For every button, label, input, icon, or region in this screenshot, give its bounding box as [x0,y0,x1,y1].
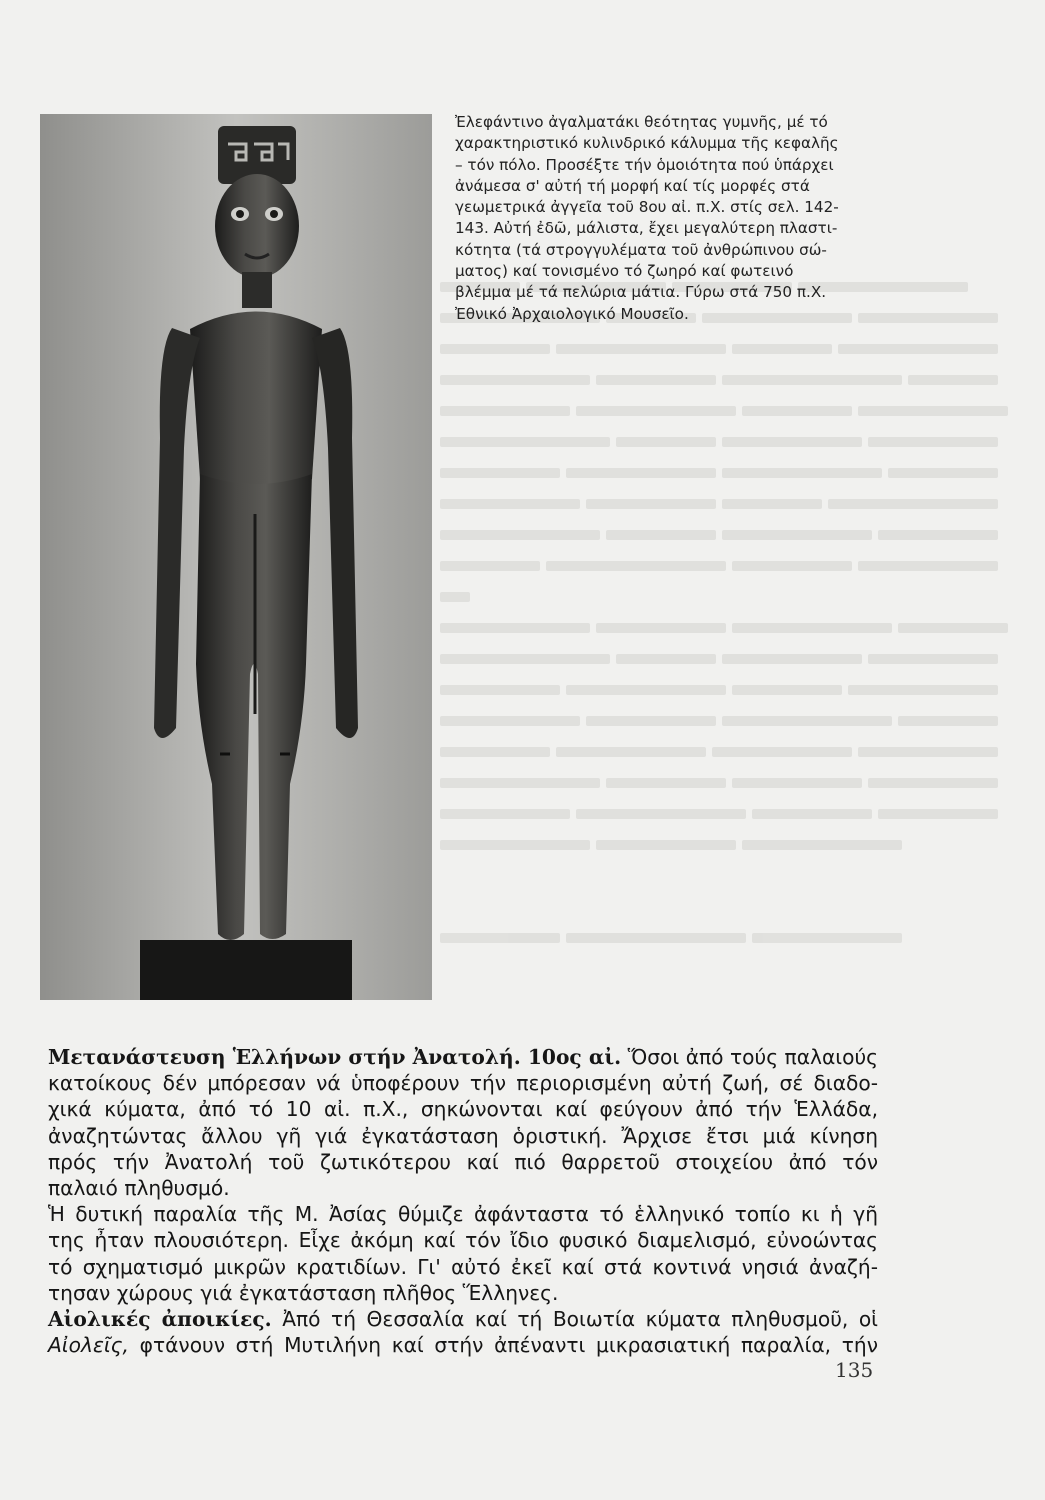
body-line: πρός τήν Ἀνατολή τοῦ ζωτικότερου καί πιό θαρρετοῦ στοιχείου ἀπό τόν [48,1149,878,1174]
photo-caption [455,112,895,325]
body-text: Ἀπό τή Θεσσαλία καί τή Βοιωτία κύματα πληθυσμοῦ, οἱ [282,1307,879,1332]
caption-line: ἀνάμεσα σ' αὐτή τή μορφή καί τίς μορφές στά [455,176,810,195]
body-line [48,1044,878,1070]
bleed-through-text [440,270,1020,952]
caption-line: βλέμμα μέ τά πελώρια μάτια. Γύρω στά 750 π.Χ. [455,283,827,302]
caption-line: Ἐθνικό Ἀρχαιολογικό Μουσεῖο. [455,304,689,323]
body-text-italic: Αἰολεῖς, [48,1333,129,1358]
body-line: Ἡ δυτική παραλία τῆς Μ. Ἀσίας θύμιζε ἀφάνταστα τό ἑλληνικό τοπίο κι ἡ γῆ [48,1202,878,1227]
body-line: τησαν χώρους γιά ἐγκατάσταση πλῆθος Ἕλληνες. [48,1280,559,1305]
body-line [48,1306,878,1332]
caption-line: ματος) καί τονισμένο τό ζωηρό καί φωτεινό [455,262,794,281]
caption-line: Ἐλεφάντινο ἀγαλματάκι θεότητας γυμνῆς, μέ τό [455,113,828,131]
body-line [48,1332,878,1358]
section-heading-aeolian: Αἰολικές ἀποικίες. [48,1307,272,1332]
caption-line: κότητα (τά στρογγυλέματα τοῦ ἀνθρώπινου σώ- [455,240,827,259]
body-line: χικά κύματα, ἀπό τό 10 αἰ. π.Χ., σηκώνονται καί φεύγουν ἀπό τήν Ἑλλάδα, [48,1097,878,1122]
body-line: παλαιό πληθυσμό. [48,1176,230,1201]
caption-line: γεωμετρικά ἀγγεῖα τοῦ 8ου αἰ. π.Χ. στίς σελ. 142- [455,198,839,217]
caption-line: – τόν πόλο. Προσέξτε τήν ὁμοιότητα πού ὑπάρχει [455,155,834,174]
section-heading-migration: Μετανάστευση Ἑλλήνων στήν Ἀνατολή. 10ος αἰ. [48,1045,622,1069]
ivory-statuette-figure [40,114,432,1000]
body-line: κατοίκους δέν μπόρεσαν νά ὑποφέρουν τήν περιορισμένη αὐτή ζωή, σέ διαδο- [48,1071,878,1096]
body-line: ἀναζητώντας ἄλλου γῆ γιά ἐγκατάσταση ὁριστική. Ἄρχισε ἔτσι μιά κίνηση [48,1123,878,1148]
caption-line: 143. Αὐτή ἐδῶ, μάλιστα, ἔχει μεγαλύτερη πλαστι- [455,219,838,238]
main-text [48,1044,878,1358]
caption-line: χαρακτηριστικό κυλινδρικό κάλυμμα τῆς κεφαλῆς [455,134,839,153]
page-number: 135 [835,1358,874,1382]
body-text: Ὅσοι ἀπό τούς παλαιούς [627,1045,878,1069]
statuette-photograph [40,114,432,1000]
body-line: της ἦταν πλουσιότερη. Εἶχε ἀκόμη καί τόν ἴδιο φυσικό διαμελισμό, εὐνοώντας [48,1228,878,1253]
body-line: τό σχηματισμό μικρῶν κρατιδίων. Γι' αὐτό ἐκεῖ καί στά κοντινά νησιά ἀναζή- [48,1254,878,1279]
body-text: φτάνουν στή Μυτιλήνη καί στήν ἀπέναντι μικρασιατική παραλία, τήν [139,1333,878,1358]
